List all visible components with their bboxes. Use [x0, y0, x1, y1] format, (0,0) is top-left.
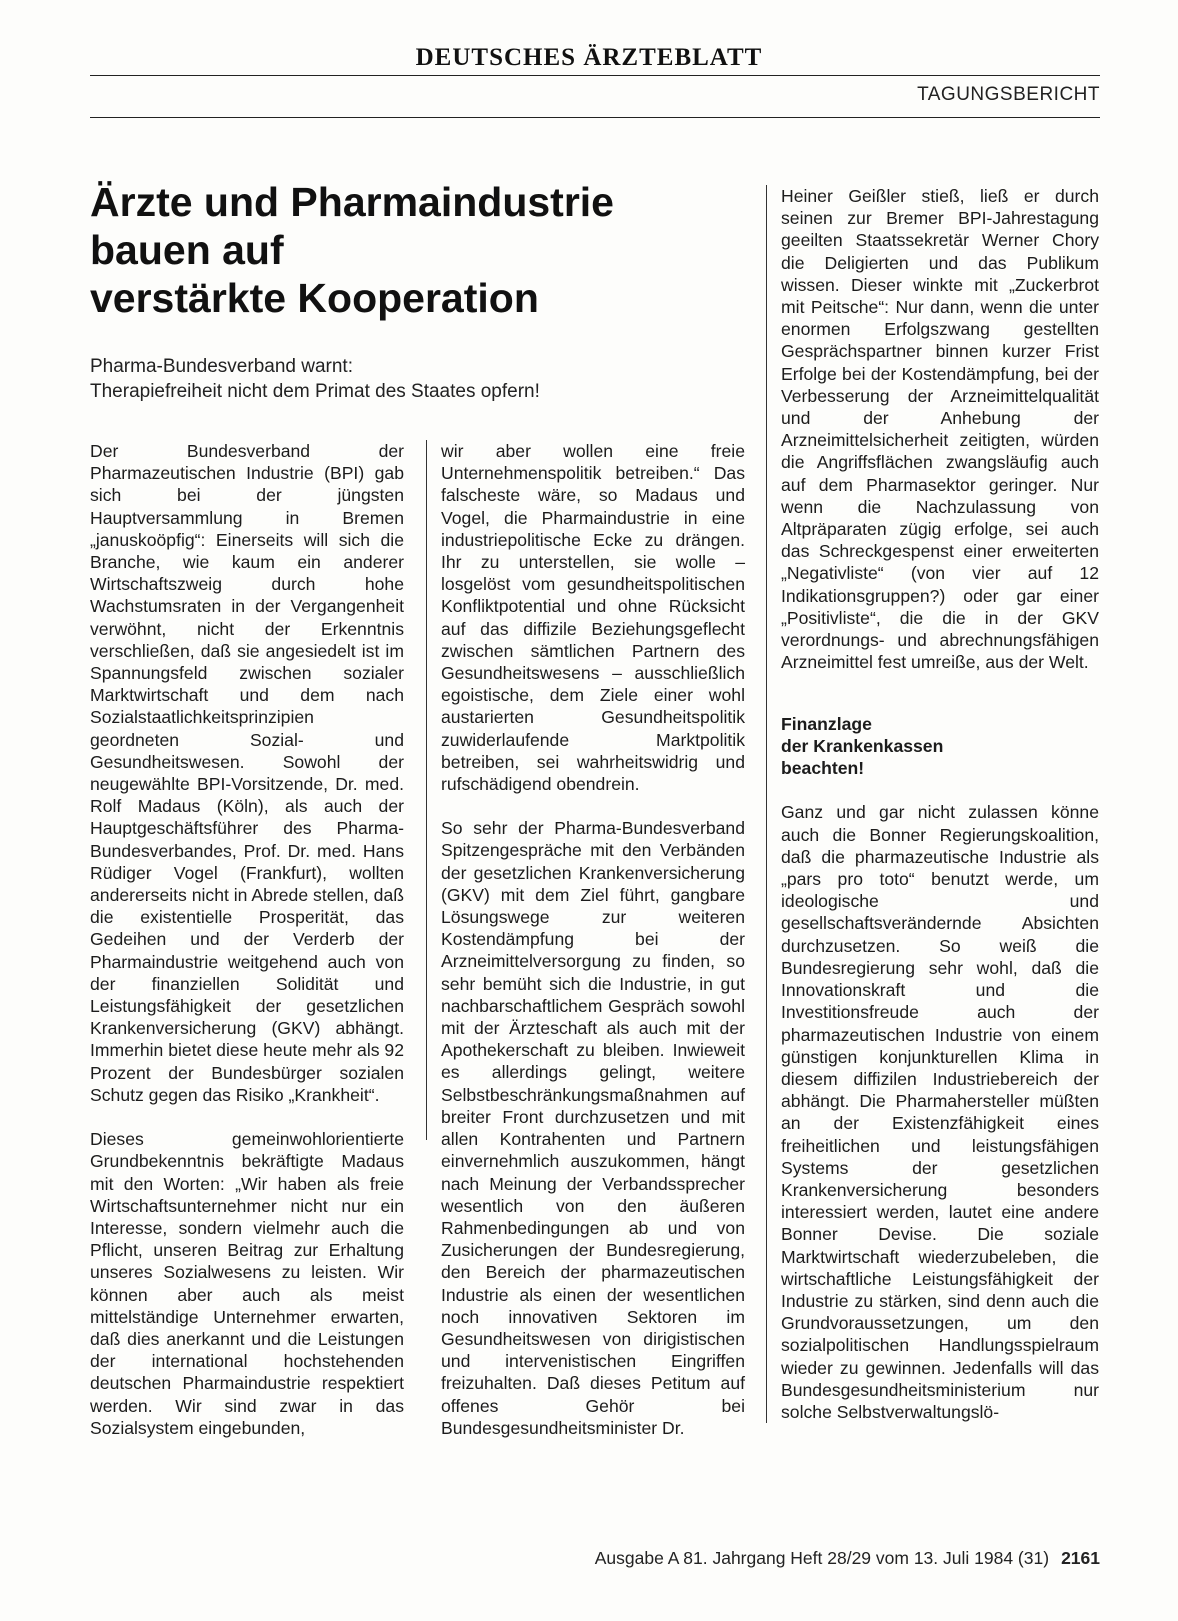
paragraph: Dieses gemeinwohlorientierte Grundbekenntnis bekräftigte Madaus mit den Worten: „Wir haben als freie Wirtschaftsunternehmer nicht nur ein Interesse, sondern vielmehr auch die Pflicht, unseren Beitrag zur Erhaltung unseres Sozialwesens zu leisten. Wir können aber auch als meist mittelständige Unternehmer erwarten, daß dies anerkannt und die Leistungen der international hochstehenden deutschen Pharmaindustrie respektiert werden. Wir sind zwar in das Sozialsystem eingebunden,	[90, 1129, 404, 1438]
section-label: TAGUNGSBERICHT	[917, 84, 1100, 105]
subheading-line: Finanzlage	[781, 714, 872, 735]
subheading-line: beachten!	[781, 758, 865, 779]
issue-info: Ausgabe A 81. Jahrgang Heft 28/29 vom 13. Juli 1984 (31)	[594, 1548, 1050, 1568]
paragraph: wir aber wollen eine freie Unternehmenspolitik betreiben.“ Das falscheste wäre, so Madaus und Vogel, die Pharmaindustrie in eine industriepolitische Ecke zu drängen. Ihr zu unterstellen, sie wolle – losgelöst vom gesundheitspolitischen Konfliktpotential und ohne Rücksicht auf das diffizile Beziehungsgeflecht zwischen sämtlichen Partnern des Gesundheitswesens – ausschließlich egoistische, dem Ziele einer wohl austarierten Gesundheitspolitik zuwiderlaufende Marktpolitik betreiben, sei wahrheitswidrig und rufschädigend obendrein.	[441, 441, 745, 795]
headline	[90, 178, 690, 322]
paragraph: So sehr der Pharma-Bundesverband Spitzengespräche mit den Verbänden der gesetzlichen Krankenversicherung (GKV) mit dem Ziel führt, gangbare Lösungswege zur weiteren Kostendämpfung bei der Arzneimittelversorgung zu finden, so sehr bemüht sich die Industrie, in gut nachbarschaftlichem Gespräch sowohl mit der Ärzteschaft als auch mit der Apothekerschaft zu bleiben. Inwieweit es allerdings gelingt, weitere Selbstbeschränkungsmaßnahmen auf breiter Front durchzusetzen und mit allen Kontrahenten und Partnern einvernehmlich auszukommen, hängt nach Meinung der Verbandssprecher wesentlich von den äußeren Rahmenbedingungen ab und von Zusicherungen der Bundesregierung, den Bereich der pharmazeutischen Industrie als einen der wesentlichen noch innovativen Sektoren im Gesundheitswesen von dirigistischen und intervenistischen Eingriffen freizuhalten. Daß dieses Petitum auf offenes Gehör bei Bundesgesundheitsminister Dr.	[441, 818, 745, 1438]
page-number: 2161	[1061, 1548, 1100, 1568]
masthead: DEUTSCHES ÄRZTEBLATT	[415, 44, 763, 71]
article-column-3	[766, 185, 1099, 1423]
subhead-line: Pharma-Bundesverband warnt:	[90, 356, 353, 377]
section-rule	[90, 117, 1100, 118]
section-subheading	[781, 713, 1099, 779]
headline-line: verstärkte Kooperation	[90, 275, 539, 321]
subhead-line: Therapiefreiheit nicht dem Primat des Staates opfern!	[90, 381, 540, 402]
headline-line: bauen auf	[90, 227, 284, 273]
subhead	[90, 354, 730, 404]
headline-line: Ärzte und Pharmaindustrie	[90, 179, 614, 225]
masthead-rule	[90, 75, 1100, 76]
page-footer	[595, 1548, 1100, 1569]
subheading-line: der Krankenkassen	[781, 736, 944, 757]
article-column-2	[426, 440, 745, 1438]
paragraph: Der Bundesverband der Pharmazeutischen Industrie (BPI) gab sich bei der jüngsten Hauptversammlung in Bremen „januskoöpfig“: Einerseits will sich die Branche, wie kaum ein anderer Wirtschaftszweig durch hohe Wachstumsraten in der Vergangenheit verwöhnt, nicht der Erkenntnis verschließen, daß sie angesiedelt ist im Spannungsfeld zwischen sozialer Marktwirtschaft und dem nach Sozialstaatlichkeitsprinzipien geordneten Sozial- und Gesundheitswesen. Sowohl der neugewählte BPI-Vorsitzende, Dr. med. Rolf Madaus (Köln), als auch der Hauptgeschäftsführer des Pharma-Bundesverbandes, Prof. Dr. med. Hans Rüdiger Vogel (Frankfurt), wollten andererseits nicht in Abrede stellen, daß die existentielle Prosperität, das Gedeihen und der Verderb der Pharmaindustrie weitgehend auch von der finanziellen Solidität und Leistungsfähigkeit der gesetzlichen Krankenversicherung (GKV) abhängt. Immerhin bietet diese heute mehr als 92 Prozent der Bundesbürger sozialen Schutz gegen das Risiko „Krankheit“.	[90, 441, 404, 1105]
paragraph: Ganz und gar nicht zulassen könne auch die Bonner Regierungskoalition, daß die pharmazeutische Industrie als „pars pro toto“ benutzt werde, um ideologische und gesellschaftsverändernde Absichten durchzusetzen. So weiß die Bundesregierung sehr wohl, daß die Innovationskraft und die Investitionsfreude auch der pharmazeutischen Industrie von einem günstigen konjunkturellen Klima in diesem diffizilen Industriebereich der abhängt. Die Pharmahersteller müßten an der Existenzfähigkeit eines freiheitlichen und leistungsfähigen Systems der gesetzlichen Krankenversicherung besonders interessiert werden, lautet eine andere Bonner Devise. Die soziale Marktwirtschaft wiederzubeleben, die wirtschaftliche Leistungsfähigkeit der Industrie zu stärken, sind denn auch die Grundvoraussetzungen, um den sozialpolitischen Handlungsspielraum wieder zu gewinnen. Jedenfalls will das Bundesgesundheitsministerium nur solche Selbstverwaltungslö-	[781, 802, 1099, 1422]
paragraph: Heiner Geißler stieß, ließ er durch seinen zur Bremer BPI-Jahrestagung geeilten Staatssekretär Werner Chory die Deligierten und das Publikum wissen. Dieser winkte mit „Zuckerbrot mit Peitsche“: Nur dann, wenn die unter enormen Erfolgszwang gestellten Gesprächspartner binnen kurzer Frist Erfolge bei der Kostendämpfung, bei der Verbesserung der Arzneimittelqualität und der Anhebung der Arzneimittelsicherheit zeitigten, würden die Angriffsflächen zwangsläufig auch auf dem Pharmasektor geringer. Nur wenn die Nachzulassung von Altpräparaten zügig erfolge, sei auch das Schreckgespenst einer erweiterten „Negativliste“ (von vier auf 12 Indikationsgruppen?) oder gar einer „Positivliste“, die die in der GKV verordnungs- und abrechnungsfähigen Arzneimittel fest umreiße, aus der Welt.	[781, 186, 1099, 673]
article-column-1	[90, 440, 404, 1439]
